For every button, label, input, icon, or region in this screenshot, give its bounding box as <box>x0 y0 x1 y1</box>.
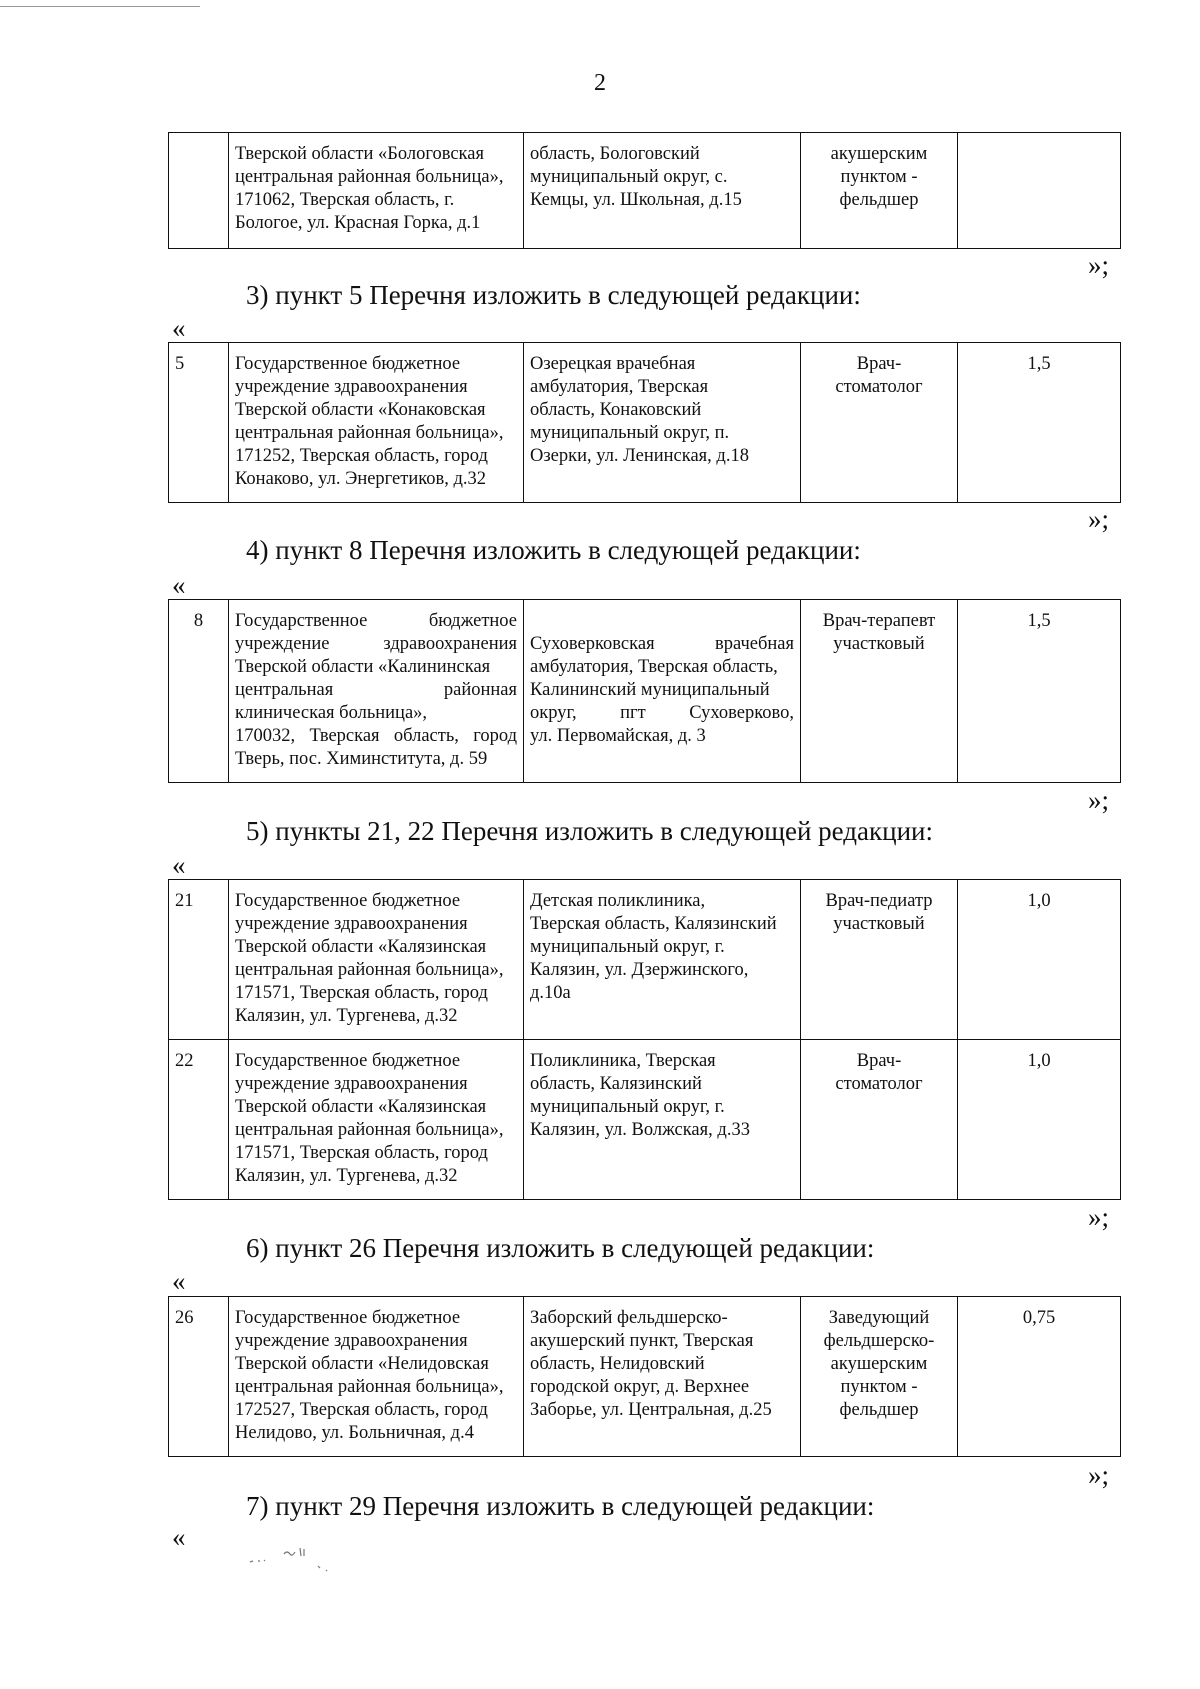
cell-organization <box>229 1297 524 1457</box>
org-line: Калязин, ул. Тургенева, д.32 <box>235 1166 458 1186</box>
addr-line: муниципальный округ, г. <box>530 937 725 957</box>
cell-address <box>524 133 801 249</box>
table-item-8 <box>168 599 1121 783</box>
cell-organization <box>229 133 524 249</box>
closing-quote: »; <box>1088 1202 1110 1232</box>
org-line: 171571, Тверская область, город <box>235 1143 488 1163</box>
org-line: учреждение здравоохранения <box>235 377 468 397</box>
cell-rate: 0,75 <box>958 1297 1121 1457</box>
org-line: 171571, Тверская область, город <box>235 983 488 1003</box>
closing-quote: »; <box>1088 504 1110 534</box>
org-line: 172527, Тверская область, город <box>235 1400 488 1420</box>
org-line: центральная районная <box>235 680 517 700</box>
cell-number: 8 <box>169 600 229 783</box>
table-row <box>169 880 1121 1040</box>
amendment-heading-5: 5) пункты 21, 22 Перечня изложить в следующей редакции: <box>246 816 933 846</box>
org-line: Тверь, пос. Химинститута, д. 59 <box>235 749 488 769</box>
amendment-heading-3: 3) пункт 5 Перечня изложить в следующей редакции: <box>246 280 861 310</box>
opening-quote: « <box>172 570 186 600</box>
opening-quote: « <box>172 313 186 343</box>
addr-line: Озерки, ул. Ленинская, д.18 <box>530 446 749 466</box>
table-item-5 <box>168 342 1121 503</box>
table-continuation <box>168 132 1121 249</box>
cell-organization <box>229 343 524 503</box>
org-line: центральная районная больница», <box>235 167 504 187</box>
closing-quote: »; <box>1088 250 1110 280</box>
org-line: Тверской области «Калязинская <box>235 1097 487 1117</box>
cell-position <box>801 1040 958 1200</box>
pos-line: фельдшер <box>839 1400 919 1420</box>
closing-quote: »; <box>1088 1460 1110 1490</box>
cell-number: 26 <box>169 1297 229 1457</box>
pos-line: стоматолог <box>835 377 923 397</box>
cell-rate: 1,0 <box>958 1040 1121 1200</box>
scan-edge-line <box>0 6 200 7</box>
pos-line: участковый <box>833 914 925 934</box>
addr-line: область, Конаковский <box>530 400 702 420</box>
addr-line: Калязин, ул. Дзержинского, <box>530 960 749 980</box>
pos-line: стоматолог <box>835 1074 923 1094</box>
addr-line: Калязин, ул. Волжская, д.33 <box>530 1120 750 1140</box>
cell-address <box>524 1297 801 1457</box>
pos-line: акушерским <box>830 144 928 164</box>
org-line: учреждение здравоохранения <box>235 634 517 654</box>
org-line: Тверской области «Калининская <box>235 657 491 677</box>
pos-line: участковый <box>833 634 925 654</box>
table-item-26 <box>168 1296 1121 1457</box>
org-line: Нелидово, ул. Больничная, д.4 <box>235 1423 474 1443</box>
addr-line: Калининский муниципальный <box>530 680 770 700</box>
addr-line: Заборский фельдшерско- <box>530 1308 728 1328</box>
org-line: Государственное бюджетное <box>235 1308 461 1328</box>
org-line: учреждение здравоохранения <box>235 914 468 934</box>
table-row <box>169 1040 1121 1200</box>
cell-address <box>524 343 801 503</box>
table-row <box>169 133 1121 249</box>
org-line: 170032, Тверская область, город <box>235 726 517 746</box>
pos-line: Врач- <box>856 354 902 374</box>
opening-quote: « <box>172 1266 186 1296</box>
cell-organization <box>229 600 524 783</box>
addr-line: область, Нелидовский <box>530 1354 705 1374</box>
org-line: центральная районная больница», <box>235 423 504 443</box>
cell-address <box>524 1040 801 1200</box>
org-line: Государственное бюджетное <box>235 1051 461 1071</box>
org-line: Конаково, ул. Энергетиков, д.32 <box>235 469 487 489</box>
cell-position <box>801 1297 958 1457</box>
cell-position <box>801 133 958 249</box>
org-line: центральная районная больница», <box>235 960 504 980</box>
addr-line: Кемцы, ул. Школьная, д.15 <box>530 190 742 210</box>
cell-number: 5 <box>169 343 229 503</box>
amendment-heading-4: 4) пункт 8 Перечня изложить в следующей редакции: <box>246 535 861 565</box>
pos-line: фельдшер <box>839 190 919 210</box>
org-line: 171252, Тверская область, город <box>235 446 488 466</box>
pos-line: пунктом - <box>840 1377 918 1397</box>
table-row <box>169 600 1121 783</box>
org-line: центральная районная больница», <box>235 1120 504 1140</box>
cell-organization <box>229 1040 524 1200</box>
addr-line: муниципальный округ, с. <box>530 167 728 187</box>
addr-line: амбулатория, Тверская область, <box>530 657 778 677</box>
page-number: 2 <box>594 70 606 96</box>
addr-line: Поликлиника, Тверская <box>530 1051 716 1071</box>
addr-line: Суховерковская врачебная <box>530 634 794 654</box>
addr-line: Тверская область, Калязинский <box>530 914 777 934</box>
org-line: Государственное бюджетное <box>235 354 461 374</box>
addr-line: амбулатория, Тверская <box>530 377 709 397</box>
addr-line: округ, пгт Суховерково, <box>530 703 794 723</box>
opening-quote: « <box>172 850 186 880</box>
addr-line: область, Бологовский <box>530 144 700 164</box>
cell-rate: 1,0 <box>958 880 1121 1040</box>
pos-line: пунктом - <box>840 167 918 187</box>
table-row <box>169 1297 1121 1457</box>
cell-position <box>801 880 958 1040</box>
addr-line: муниципальный округ, г. <box>530 1097 725 1117</box>
org-line: Тверской области «Калязинская <box>235 937 487 957</box>
addr-line: ул. Первомайская, д. 3 <box>530 726 706 746</box>
cell-number <box>169 133 229 249</box>
pos-line: Заведующий <box>828 1308 930 1328</box>
scan-noise-marks <box>248 1540 368 1576</box>
org-line: Бологое, ул. Красная Горка, д.1 <box>235 213 481 233</box>
org-line: Государственное бюджетное <box>235 611 517 631</box>
pos-line: акушерским <box>830 1354 928 1374</box>
addr-line: область, Калязинский <box>530 1074 702 1094</box>
cell-rate: 1,5 <box>958 600 1121 783</box>
pos-line: Врач- <box>856 1051 902 1071</box>
cell-address <box>524 600 801 783</box>
org-line: Государственное бюджетное <box>235 891 461 911</box>
cell-rate: 1,5 <box>958 343 1121 503</box>
cell-address <box>524 880 801 1040</box>
cell-position <box>801 600 958 783</box>
table-items-21-22 <box>168 879 1121 1200</box>
org-line: учреждение здравоохранения <box>235 1074 468 1094</box>
table-row <box>169 343 1121 503</box>
org-line: Тверской области «Бологовская <box>235 144 484 164</box>
addr-line: Озерецкая врачебная <box>530 354 696 374</box>
pos-line: Врач-педиатр <box>825 891 933 911</box>
cell-number: 21 <box>169 880 229 1040</box>
org-line: клиническая больница», <box>235 703 428 723</box>
amendment-heading-6: 6) пункт 26 Перечня изложить в следующей редакции: <box>246 1233 875 1263</box>
pos-line: фельдшерско- <box>823 1331 935 1351</box>
opening-quote: « <box>172 1522 186 1552</box>
cell-number: 22 <box>169 1040 229 1200</box>
org-line: Калязин, ул. Тургенева, д.32 <box>235 1006 458 1026</box>
org-line: 171062, Тверская область, г. <box>235 190 455 210</box>
addr-line: муниципальный округ, п. <box>530 423 730 443</box>
closing-quote: »; <box>1088 785 1110 815</box>
addr-line: акушерский пункт, Тверская <box>530 1331 754 1351</box>
cell-rate <box>958 133 1121 249</box>
org-line: Тверской области «Конаковская <box>235 400 486 420</box>
cell-position <box>801 343 958 503</box>
org-line: центральная районная больница», <box>235 1377 504 1397</box>
addr-line: городской округ, д. Верхнее <box>530 1377 750 1397</box>
cell-organization <box>229 880 524 1040</box>
pos-line: Врач-терапевт <box>822 611 936 631</box>
addr-line: Заборье, ул. Центральная, д.25 <box>530 1400 772 1420</box>
amendment-heading-7: 7) пункт 29 Перечня изложить в следующей редакции: <box>246 1491 875 1521</box>
addr-line: Детская поликлиника, <box>530 891 706 911</box>
org-line: учреждение здравоохранения <box>235 1331 468 1351</box>
org-line: Тверской области «Нелидовская <box>235 1354 489 1374</box>
addr-line: д.10а <box>530 983 571 1003</box>
